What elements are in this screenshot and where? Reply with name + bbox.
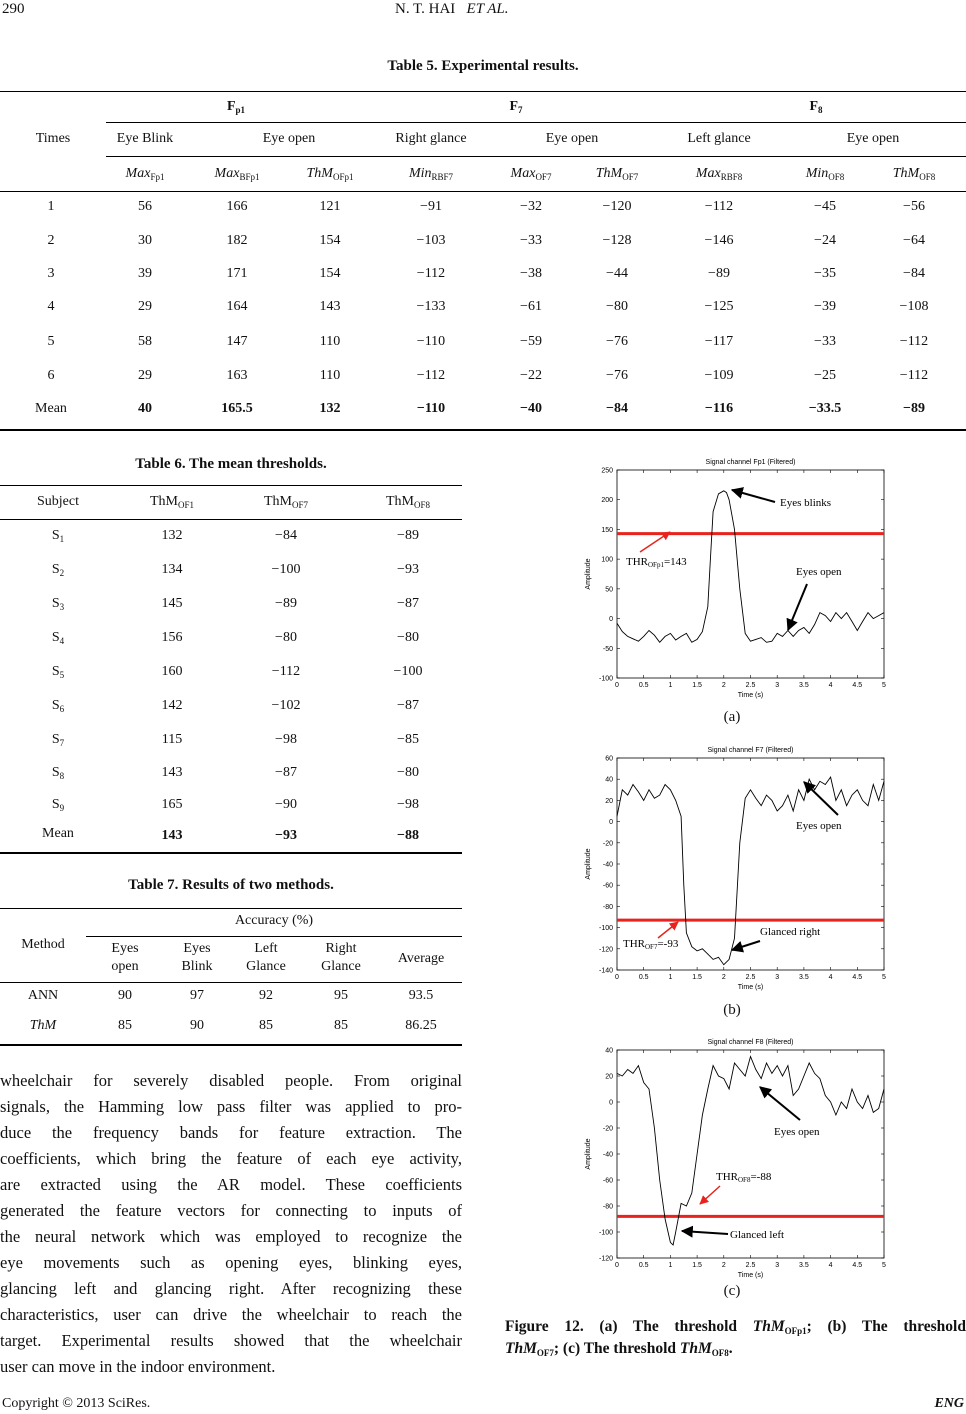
panel-label-b: (b): [723, 1002, 741, 1018]
table5-param-header: Max$_{OF7}$: [510, 166, 552, 182]
x-tick-label: 4: [828, 1262, 833, 1269]
table6-mean-cell: −93: [275, 828, 297, 843]
table5-cell: −120: [602, 199, 632, 214]
table5-mean-cell: −40: [520, 401, 542, 416]
table6-cell: 156: [161, 630, 183, 645]
x-tick-label: 3: [775, 682, 780, 689]
table5-cell: 147: [226, 334, 248, 349]
table6-subject: $S_3$: [51, 596, 65, 612]
table5-group-f7: $F_7$: [509, 99, 523, 115]
table5-cell: −112: [704, 199, 734, 214]
x-tick-label: 1.5: [692, 1262, 702, 1269]
paragraph-line: duce the frequency bands for feature extraction. The: [0, 1123, 462, 1142]
table5-cell: 154: [319, 266, 341, 281]
x-axis-label: Time (s): [737, 984, 764, 991]
table5-cell: 39: [138, 266, 152, 281]
x-tick-label: 3.5: [799, 682, 809, 689]
table6-cell: 165: [161, 797, 183, 812]
table5-cell: 29: [138, 299, 152, 314]
table6-cell: 134: [161, 562, 183, 577]
y-tick-label: 20: [605, 797, 613, 805]
annotation-label: Eyes blinks: [780, 497, 832, 509]
table5-cell: −35: [814, 266, 836, 281]
table5-cell: −103: [416, 233, 446, 248]
chart-f7: [570, 740, 894, 994]
y-tick-label: 150: [601, 526, 613, 534]
table6-header: ThM$_{OF7}$: [263, 494, 308, 510]
x-tick-label: 1: [668, 682, 673, 689]
paragraph-line: user can move in the indoor environment.: [0, 1357, 276, 1376]
paragraph-line: wheelchair for severely disabled people. From original: [0, 1071, 462, 1090]
x-tick-label: 5: [882, 682, 886, 689]
table6-cell: −98: [397, 797, 419, 812]
table5-cell: 58: [138, 334, 152, 349]
y-tick-label: 200: [601, 497, 613, 505]
table5-cell: −56: [903, 199, 925, 214]
threshold-label: THROF8=-88: [716, 1171, 772, 1184]
header-etal: ET AL.: [466, 1, 509, 17]
table7-column-header: Left Glance: [246, 941, 286, 974]
table6-cell: −87: [275, 765, 297, 780]
y-tick-label: 250: [601, 467, 613, 475]
table6-cell: −98: [275, 732, 297, 747]
table5-cell: 110: [319, 368, 341, 383]
x-tick-label: 0: [615, 682, 619, 689]
chart-title: Signal channel F8 (Filtered): [707, 1039, 794, 1046]
x-tick-label: 4: [828, 682, 833, 689]
y-tick-label: -140: [598, 967, 613, 975]
y-tick-label: 0: [609, 819, 613, 827]
table6-subject: $S_5$: [51, 664, 65, 680]
table6-cell: −87: [397, 698, 419, 713]
table5-cell: 166: [226, 199, 248, 214]
table7-cell: 95: [334, 988, 348, 1003]
y-tick-label: -80: [602, 1203, 613, 1211]
table5-mean-cell: −33.5: [808, 401, 842, 416]
table7-cell: 85: [259, 1018, 273, 1033]
table5-cell: −91: [420, 199, 442, 214]
table6-subject: $S_1$: [51, 528, 65, 544]
table7-column-header: Eyes open: [111, 941, 139, 974]
table5-param-header: Min$_{OF8}$: [805, 166, 845, 182]
x-tick-label: 2.5: [745, 974, 756, 981]
table5-cell: −80: [606, 299, 628, 314]
table5-mean-cell: 165.5: [221, 401, 253, 416]
x-tick-label: 5: [882, 1262, 886, 1269]
table5-cell: −32: [520, 199, 542, 214]
paragraph-line: generated the feature vectors for connecting to inputs of: [0, 1201, 462, 1220]
table5-mean-cell: 132: [319, 401, 341, 416]
x-tick-label: 3: [775, 1262, 780, 1269]
table5-param-header: Max$_{Fp1}$: [125, 166, 165, 182]
x-axis-label: Time (s): [737, 692, 764, 699]
x-tick-label: 2: [721, 1262, 726, 1269]
y-tick-label: -40: [602, 861, 613, 869]
x-tick-label: 1.5: [692, 974, 702, 981]
table5-cell: −59: [520, 334, 542, 349]
paragraph-line: signals, the Hamming low pass filter was applied to pro-: [0, 1097, 462, 1116]
x-tick-label: 4.5: [852, 974, 863, 981]
table6-cell: −93: [397, 562, 419, 577]
table7-cell: 85: [334, 1018, 348, 1033]
table6-cell: −89: [275, 596, 297, 611]
annotation-arrow: [760, 1087, 800, 1120]
table5-cell: −128: [602, 233, 632, 248]
table7-accuracy-label: Accuracy (%): [234, 913, 314, 928]
table6-subject: $S_8$: [51, 765, 65, 781]
table5-cell: −39: [814, 299, 836, 314]
table5-cell: −45: [814, 199, 836, 214]
paragraph-line: target. Experimental results showed that the wheelchair: [0, 1331, 462, 1350]
table5-cell: −44: [606, 266, 628, 281]
y-tick-label: -20: [602, 1125, 613, 1133]
table5-group-f8: $F_8$: [809, 99, 823, 115]
table5-cell: −22: [520, 368, 542, 383]
table7-cell: ThM: [29, 1018, 57, 1033]
table7-cell: 90: [118, 988, 132, 1003]
panel-label-a: (a): [723, 709, 741, 725]
table5-mean-cell: −116: [704, 401, 734, 416]
table6-header: ThM$_{OF1}$: [149, 494, 194, 510]
table5-cell: −89: [708, 266, 730, 281]
annotation-label: Glanced left: [730, 1229, 785, 1241]
table5-cell: −84: [903, 266, 925, 281]
y-tick-label: -20: [602, 840, 613, 848]
table6-cell: 132: [161, 528, 183, 543]
plot-frame: [617, 470, 884, 678]
paragraph-line: characteristics, user can drive the wheelchair to reach the: [0, 1305, 462, 1324]
table6-cell: −100: [393, 664, 423, 679]
table6-mean-cell: 143: [161, 828, 183, 843]
x-tick-label: 0: [615, 974, 619, 981]
header-authors: N. T. HAI: [395, 1, 456, 17]
table7-cell: 97: [190, 988, 204, 1003]
table5-subheader: Right glance: [395, 131, 467, 146]
table7-column-header: Average: [397, 951, 445, 966]
table6-cell: −80: [397, 765, 419, 780]
table5-subheader: Eye Blink: [116, 131, 174, 146]
y-tick-label: 40: [605, 1047, 613, 1055]
y-tick-label: -60: [602, 882, 613, 890]
y-axis-label: Amplitude: [585, 848, 592, 880]
signal-line: [617, 777, 884, 965]
table6-cell: 142: [161, 698, 183, 713]
table5-param-header: Min$_{RBF7}$: [408, 166, 454, 182]
table6-subject: $S_4$: [51, 630, 65, 646]
table7-method-label: Method: [21, 937, 65, 952]
table6-subject: $S_7$: [51, 732, 65, 748]
table5-cell: 163: [226, 368, 248, 383]
table5-mean-cell: 40: [138, 401, 152, 416]
table5-param-header: ThM$_{OF7}$: [595, 166, 639, 182]
y-tick-label: -80: [602, 903, 613, 911]
table5-group-fp1: $F_{p1}$: [226, 99, 246, 115]
table5-cell: 1: [47, 199, 55, 214]
table5-cell: −38: [520, 266, 542, 281]
table7-cell: 86.25: [405, 1018, 437, 1033]
table6-cell: −80: [397, 630, 419, 645]
x-tick-label: 2.5: [745, 682, 756, 689]
table5-subheader: Left glance: [687, 131, 751, 146]
table6-cell: −85: [397, 732, 419, 747]
table5-cell: −125: [704, 299, 734, 314]
annotation-label: Glanced right: [760, 926, 821, 938]
y-tick-label: -40: [602, 1151, 613, 1159]
running-header: [395, 1, 509, 21]
table5-cell: 2: [47, 233, 55, 248]
table6-header: ThM$_{OF8}$: [385, 494, 430, 510]
paragraph-line: eye movements such as opening eyes, blinking eyes,: [0, 1253, 462, 1272]
x-tick-label: 0.5: [638, 974, 649, 981]
table5-cell: −112: [416, 368, 446, 383]
y-tick-label: 0: [609, 1099, 613, 1107]
table5-cell: −146: [704, 233, 734, 248]
table5-cell: −61: [520, 299, 542, 314]
y-tick-label: 40: [605, 776, 613, 784]
table6-cell: 160: [161, 664, 183, 679]
table6-cell: −80: [275, 630, 297, 645]
chart-fp1: [570, 452, 894, 702]
table5-mean-cell: −89: [903, 401, 925, 416]
body-paragraph: [0, 1068, 462, 1380]
annotation-arrow: [788, 584, 807, 630]
table6-cell: −100: [271, 562, 301, 577]
table7-cell: ANN: [27, 988, 59, 1003]
table6-cell: 143: [161, 765, 183, 780]
threshold-arrow: [658, 922, 678, 938]
y-tick-label: -100: [598, 675, 613, 683]
table5-subheader: Eye open: [545, 131, 599, 146]
table5-cell: 182: [226, 233, 248, 248]
y-tick-label: -120: [598, 1255, 613, 1263]
table6-title: Table 6. The mean thresholds.: [135, 456, 327, 472]
annotation-label: Eyes open: [796, 820, 842, 832]
paragraph-line: coefficients, which bring the feature of each eye activity,: [0, 1149, 462, 1168]
table5-cell: −33: [814, 334, 836, 349]
table5-param-header: Max$_{BFp1}$: [214, 166, 260, 182]
table5-param-header: ThM$_{OF8}$: [892, 166, 936, 182]
table5-cell: 143: [319, 299, 341, 314]
table5-mean-cell: Mean: [35, 401, 67, 416]
x-tick-label: 1: [668, 1262, 673, 1269]
y-tick-label: -100: [598, 1229, 613, 1237]
table5-cell: 4: [47, 299, 55, 314]
annotation-label: Eyes open: [774, 1126, 820, 1138]
y-tick-label: 60: [605, 755, 613, 763]
table5-subheader: Eye open: [262, 131, 316, 146]
table5-title: Table 5. Experimental results.: [387, 58, 579, 74]
x-tick-label: 1: [668, 974, 673, 981]
table5-cell: −109: [704, 368, 734, 383]
table5-cell: 3: [47, 266, 55, 281]
table6-cell: −90: [275, 797, 297, 812]
table5-cell: 164: [226, 299, 248, 314]
paragraph-line: the neural network which was employed to recognize the: [0, 1227, 462, 1246]
table5-cell: −117: [704, 334, 734, 349]
table6-cell: −87: [397, 596, 419, 611]
x-tick-label: 5: [882, 974, 886, 981]
x-tick-label: 2.5: [745, 1262, 756, 1269]
table6-cell: −84: [275, 528, 297, 543]
table7-column-header: Right Glance: [321, 941, 361, 974]
table6-cell: −112: [271, 664, 301, 679]
paragraph-line: are extracted using the AR model. These coefficients: [0, 1175, 462, 1194]
paragraph-line: glancing left and glancing right. After recognizing these: [0, 1279, 462, 1298]
y-tick-label: -60: [602, 1177, 613, 1185]
x-tick-label: 0: [615, 1262, 619, 1269]
table7-cell: 92: [259, 988, 273, 1003]
table7-column-header: Eyes Blink: [181, 941, 213, 974]
table7-cell: 93.5: [408, 988, 434, 1003]
annotation-label: Eyes open: [796, 566, 842, 578]
table6-subject: $S_6$: [51, 698, 65, 714]
y-tick-label: 0: [609, 616, 613, 624]
x-tick-label: 0.5: [638, 682, 649, 689]
chart-title: Signal channel Fp1 (Filtered): [705, 459, 796, 466]
y-axis-label: Amplitude: [585, 558, 592, 590]
table5-cell: 56: [138, 199, 152, 214]
table5-cell: −64: [903, 233, 925, 248]
threshold-arrow: [700, 1186, 720, 1204]
table5-cell: 30: [138, 233, 152, 248]
table7-title: Table 7. Results of two methods.: [128, 877, 334, 893]
x-tick-label: 4: [828, 974, 833, 981]
table5-mean-cell: −110: [416, 401, 446, 416]
table5-cell: −33: [520, 233, 542, 248]
table6-cell: 145: [161, 596, 183, 611]
table5-cell: 5: [47, 334, 55, 349]
table6-mean-label: Mean: [42, 826, 74, 841]
table5-cell: 29: [138, 368, 152, 383]
chart-title: Signal channel F7 (Filtered): [707, 747, 794, 754]
table6-cell: 115: [161, 732, 183, 747]
y-tick-label: 20: [605, 1073, 613, 1081]
x-tick-label: 4.5: [852, 682, 863, 689]
table5-cell: −112: [416, 266, 446, 281]
annotation-arrow: [682, 1231, 728, 1234]
threshold-label: THROF7=-93: [623, 938, 679, 951]
table5-cell: −112: [899, 334, 929, 349]
threshold-label: THROFp1=143: [626, 556, 687, 569]
table5-cell: −25: [814, 368, 836, 383]
table5-cell: −112: [899, 368, 929, 383]
footer-journal: ENG: [934, 1396, 964, 1411]
table6-subject: $S_2$: [51, 562, 65, 578]
table6-cell: −89: [397, 528, 419, 543]
y-axis-label: Amplitude: [585, 1138, 592, 1170]
table5-cell: −110: [416, 334, 446, 349]
table5-cell: −76: [606, 368, 628, 383]
x-tick-label: 2: [721, 974, 726, 981]
x-tick-label: 3.5: [799, 974, 809, 981]
table6-header: Subject: [37, 494, 79, 509]
table6-subject: $S_9$: [51, 797, 65, 813]
table5-param-header: ThM$_{OFp1}$: [306, 166, 354, 182]
page-number: 290: [2, 1, 25, 17]
annotation-arrow: [732, 490, 775, 502]
table5-cell: 110: [319, 334, 341, 349]
table5-cell: 121: [319, 199, 341, 214]
table5-cell: 154: [319, 233, 341, 248]
chart-f8: [570, 1032, 894, 1280]
table5-subheader: Eye open: [846, 131, 900, 146]
table5-cell: −108: [899, 299, 929, 314]
panel-label-c: (c): [723, 1283, 741, 1299]
x-tick-label: 1.5: [692, 682, 702, 689]
y-tick-label: -100: [598, 925, 613, 933]
table5-cell: −133: [416, 299, 446, 314]
x-tick-label: 4.5: [852, 1262, 863, 1269]
table5-param-header: Max$_{RBF8}$: [695, 166, 743, 182]
x-tick-label: 3: [775, 974, 780, 981]
table5-cell: −76: [606, 334, 628, 349]
table5-mean-cell: −84: [606, 401, 628, 416]
y-tick-label: -50: [602, 645, 613, 653]
x-tick-label: 2: [721, 682, 726, 689]
y-tick-label: 100: [601, 556, 613, 564]
x-axis-label: Time (s): [737, 1272, 764, 1279]
table7-cell: 85: [118, 1018, 132, 1033]
table7-cell: 90: [190, 1018, 204, 1033]
y-tick-label: -120: [598, 946, 613, 954]
annotation-arrow: [732, 941, 760, 950]
table6-cell: −102: [271, 698, 301, 713]
table5-cell: 171: [226, 266, 248, 281]
x-tick-label: 3.5: [799, 1262, 809, 1269]
table5-times-label: Times: [35, 131, 71, 146]
x-tick-label: 0.5: [638, 1262, 649, 1269]
footer-copyright: Copyright © 2013 SciRes.: [2, 1396, 151, 1411]
y-tick-label: 50: [605, 586, 613, 594]
table5-cell: −24: [814, 233, 836, 248]
figure-caption: Figure 12. (a) The threshold ThM$_{OFp1}$; (b) The threshold ThM$_{OF7}$; (c) The threshold ThM$_{OF8}$.: [505, 1318, 966, 1358]
table5-cell: 6: [47, 368, 55, 383]
table6-mean-cell: −88: [397, 828, 419, 843]
